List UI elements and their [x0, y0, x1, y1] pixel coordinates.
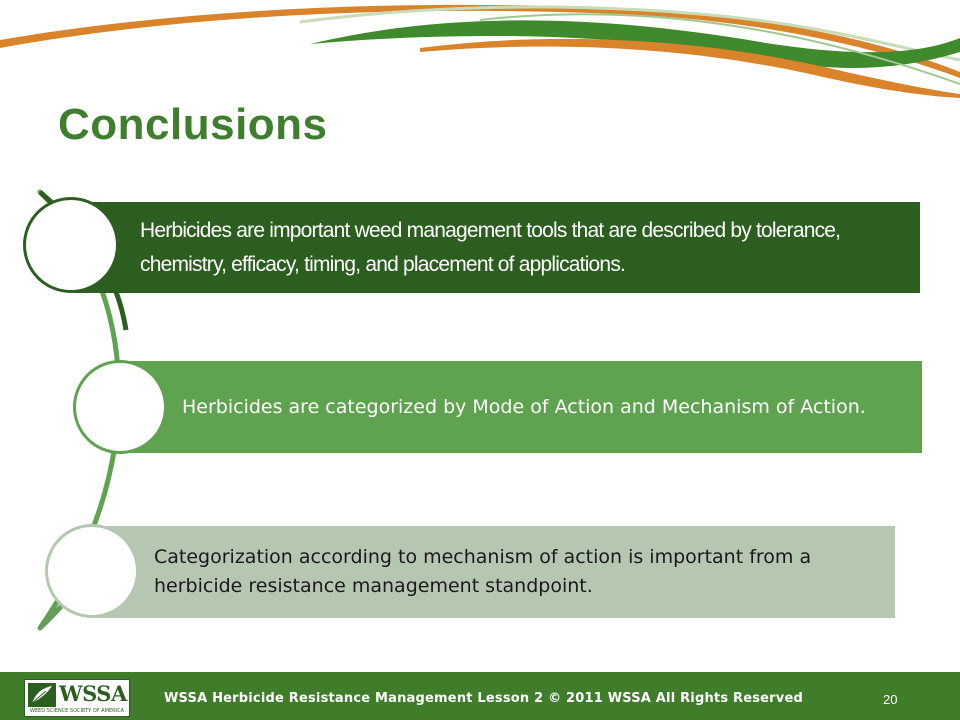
header-swoosh-decoration — [0, 0, 960, 110]
wssa-logo — [24, 679, 130, 717]
conclusion-item-3 — [95, 526, 895, 618]
leaf-logo-icon — [28, 683, 56, 707]
logo-subtext: WEED SCIENCE SOCIETY OF AMERICA — [29, 708, 125, 714]
bullet-circle-2 — [73, 360, 167, 454]
slide-title: Conclusions — [58, 100, 328, 149]
bullet-circle-3 — [45, 524, 139, 618]
bullet-circle-1 — [23, 197, 119, 293]
footer-copyright: WSSA Herbicide Resistance Management Lesson 2 © 2011 WSSA All Rights Reserved — [164, 691, 803, 706]
logo-text: WSSA — [59, 681, 127, 706]
conclusion-item-2 — [124, 361, 922, 453]
conclusion-text-3: Categorization according to mechanism of action is important from a herbicide resistance management standpoint. — [154, 546, 812, 597]
page-number: 20 — [883, 692, 898, 707]
conclusion-item-1 — [74, 202, 920, 293]
conclusion-text-2: Herbicides are categorized by Mode of Action and Mechanism of Action. — [182, 396, 866, 418]
conclusion-text-1: Herbicides are important weed management tools that are described by tolerance, chemistry, efficacy, timing, and placement of applications. — [140, 218, 841, 276]
